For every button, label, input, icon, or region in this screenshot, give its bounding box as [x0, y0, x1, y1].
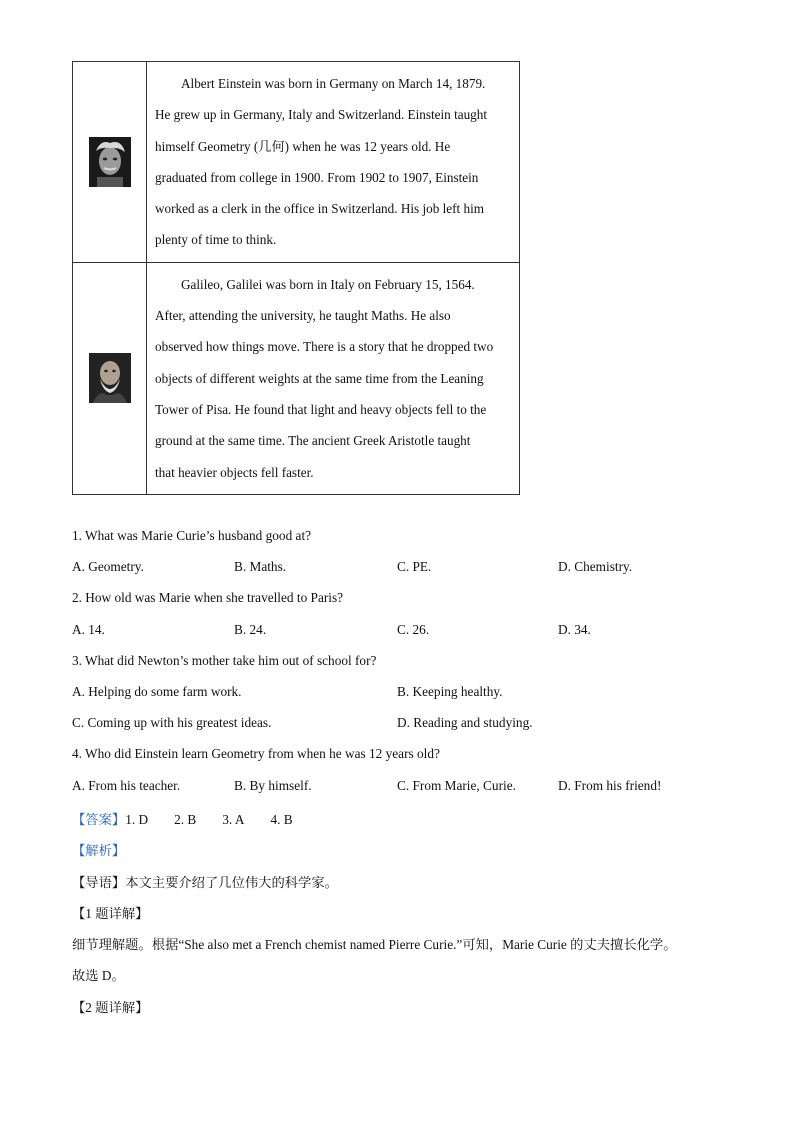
q2-option-c: C. 26. [397, 622, 430, 637]
q3-option-b: B. Keeping healthy. [397, 684, 503, 699]
answer-item-4: 4. B [270, 812, 293, 827]
galileo-bio-text [147, 262, 520, 494]
q3-option-c: C. Coming up with his greatest ideas. [72, 715, 272, 730]
einstein-bio-text [147, 62, 520, 263]
galileo-line-4: objects of different weights at the same time from the Leaning [155, 370, 484, 386]
q4-option-c: C. From Marie, Curie. [397, 778, 516, 793]
detail-1-conclusion: 故选 D。 [72, 968, 125, 983]
einstein-line-2: He grew up in Germany, Italy and Switzerland. Einstein taught [155, 107, 488, 123]
q1-option-b: B. Maths. [234, 559, 287, 574]
q4-option-b: B. By himself. [234, 778, 312, 793]
q2-option-b: B. 24. [234, 622, 267, 637]
galileo-portrait-image [89, 353, 131, 403]
answer-line [72, 809, 293, 828]
answer-label: 【答案】 [72, 812, 126, 827]
question-1: 1. What was Marie Curie’s husband good at? [72, 528, 312, 543]
guide-label: 【导语】 [72, 875, 126, 890]
einstein-line-6: plenty of time to think. [155, 232, 277, 248]
galileo-line-5: Tower of Pisa. He found that light and heavy objects fell to the [155, 401, 487, 417]
q1-option-d: D. Chemistry. [558, 559, 633, 574]
answer-item-1: 1. D [125, 812, 149, 827]
einstein-line-3: himself Geometry (几何) when he was 12 years old. He [155, 138, 451, 154]
table-row-galileo [73, 262, 520, 494]
q4-option-d: D. From his friend! [558, 778, 662, 793]
q3-option-d: D. Reading and studying. [397, 715, 533, 730]
question-2: 2. How old was Marie when she travelled to Paris? [72, 590, 344, 605]
einstein-portrait-cell [73, 62, 147, 263]
question-3: 3. What did Newton’s mother take him out of school for? [72, 653, 377, 668]
analysis-label: 【解析】 [72, 843, 126, 858]
galileo-line-1: Galileo, Galilei was born in Italy on February 15, 1564. [181, 276, 475, 292]
detail-2-label: 【2 题详解】 [72, 1000, 149, 1015]
detail-1-text: 细节理解题。根据“She also met a French chemist named Pierre Curie.”可知，Marie Curie 的丈夫擅长化学。 [72, 937, 677, 952]
galileo-line-6: ground at the same time. The ancient Greek Aristotle taught [155, 433, 471, 449]
question-4: 4. Who did Einstein learn Geometry from when he was 12 years old? [72, 746, 440, 761]
galileo-line-3: observed how things move. There is a story that he dropped two [155, 339, 494, 355]
galileo-line-2: After, attending the university, he taught Maths. He also [155, 308, 451, 324]
table-row-einstein [73, 62, 520, 263]
answer-item-3: 3. A [222, 812, 245, 827]
guide-line [72, 872, 338, 891]
q2-option-d: D. 34. [558, 622, 591, 637]
answer-item-2: 2. B [174, 812, 197, 827]
einstein-line-1: Albert Einstein was born in Germany on March 14, 1879. [181, 76, 486, 91]
galileo-line-7: that heavier objects fell faster. [155, 464, 314, 480]
q1-option-c: C. PE. [397, 559, 432, 574]
galileo-portrait-cell [73, 262, 147, 494]
einstein-line-5: worked as a clerk in the office in Switzerland. His job left him [155, 201, 484, 217]
q2-option-a: A. 14. [72, 622, 105, 637]
einstein-line-4: graduated from college in 1900. From 1902 to 1907, Einstein [155, 169, 479, 185]
q4-option-a: A. From his teacher. [72, 778, 181, 793]
einstein-portrait-image [89, 137, 131, 187]
guide-text: 本文主要介绍了几位伟大的科学家。 [125, 875, 338, 890]
q3-option-a: A. Helping do some farm work. [72, 684, 242, 699]
detail-1-label: 【1 题详解】 [72, 906, 149, 921]
scientist-table [72, 61, 520, 495]
q1-option-a: A. Geometry. [72, 559, 144, 574]
